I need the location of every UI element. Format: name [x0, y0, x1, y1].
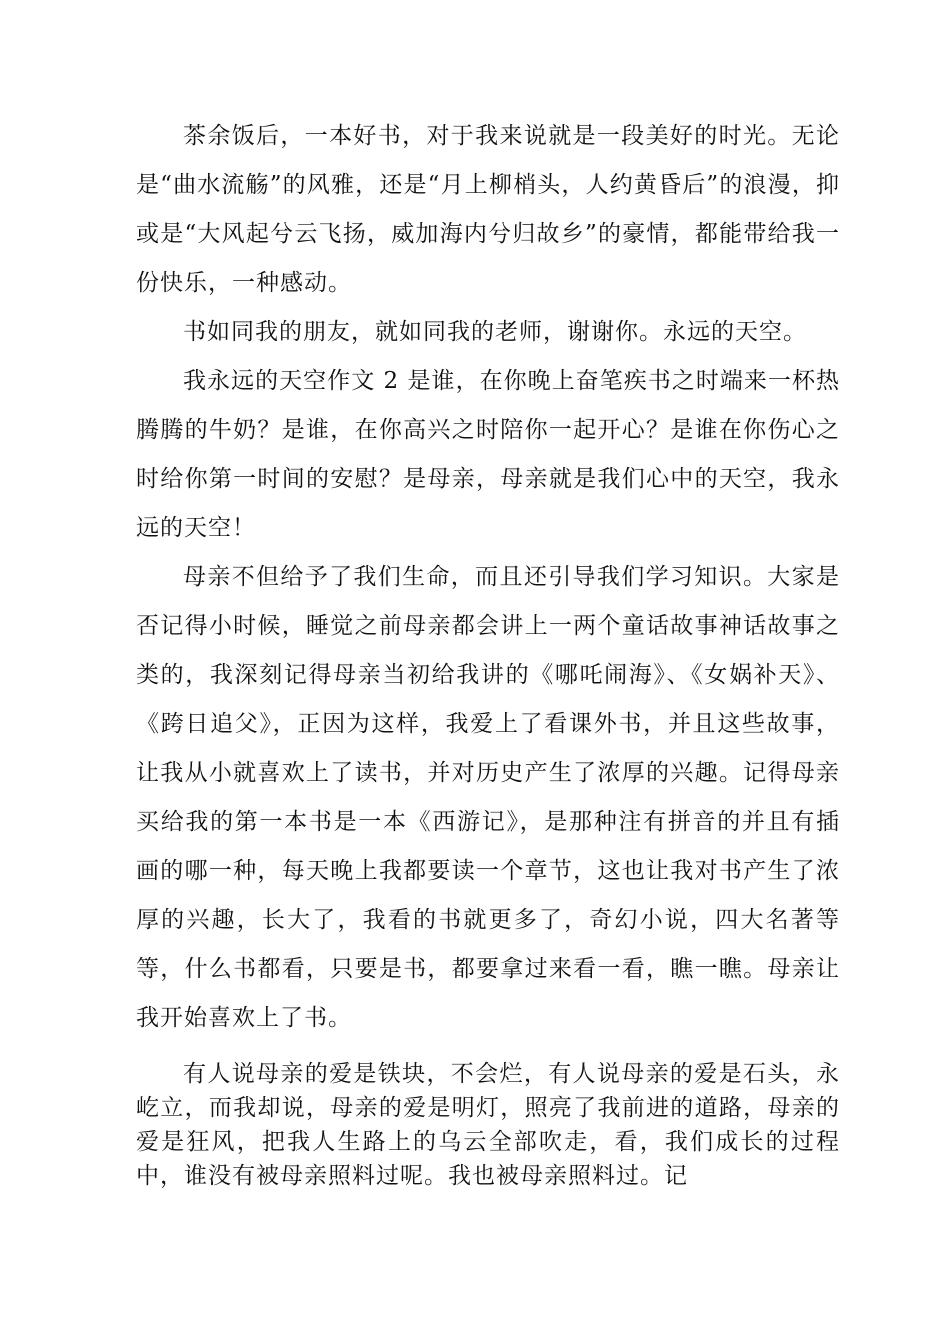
paragraph-2: 书如同我的朋友，就如同我的老师，谢谢你。永远的天空。 — [183, 319, 807, 345]
document-page — [136, 112, 840, 1193]
paragraph-1: 茶余饭后，一本好书，对于我来说就是一段美好的时光。无论是“曲水流觞”的风雅，还是“月上柳梢头，人约黄昏后”的浪漫，抑或是“大风起兮云飞扬，威加海内兮归故乡”的豪情，都能带给我一份快乐，一种感动。 — [136, 123, 840, 296]
paragraph-5: 有人说母亲的爱是铁块，不会烂，有人说母亲的爱是石头，永屹立，而我却说，母亲的爱是明灯，照亮了我前进的道路，母亲的爱是狂风，把我人生路上的乌云全部吹走，看，我们成长的过程中，谁没有被母亲照料过呢。我也被母亲照料过。记 — [136, 1061, 840, 1189]
paragraph-3: 我永远的天空作文 2 是谁，在你晚上奋笔疾书之时端来一杯热腾腾的牛奶？是谁，在你高兴之时陪你一起开心？是谁在你伤心之时给你第一时间的安慰？是母亲，母亲就是我们心中的天空，我永远的天空！ — [136, 368, 840, 541]
paragraph-4: 母亲不但给予了我们生命，而且还引导我们学习知识。大家是否记得小时候，睡觉之前母亲都会讲上一两个童话故事神话故事之类的，我深刻记得母亲当初给我讲的《哪吒闹海》、《女娲补天》、《跨日追父》，正因为这样，我爱上了看课外书，并且这些故事，让我从小就喜欢上了读书，并对历史产生了浓厚的兴趣。记得母亲买给我的第一本书是一本《西游记》，是那种注有拼音的并且有插画的哪一种，每天晚上我都要读一个章节，这也让我对书产生了浓厚的兴趣，长大了，我看的书就更多了，奇幻小说，四大名著等等，什么书都看，只要是书，都要拿过来看一看，瞧一瞧。母亲让我开始喜欢上了书。 — [136, 564, 840, 1031]
